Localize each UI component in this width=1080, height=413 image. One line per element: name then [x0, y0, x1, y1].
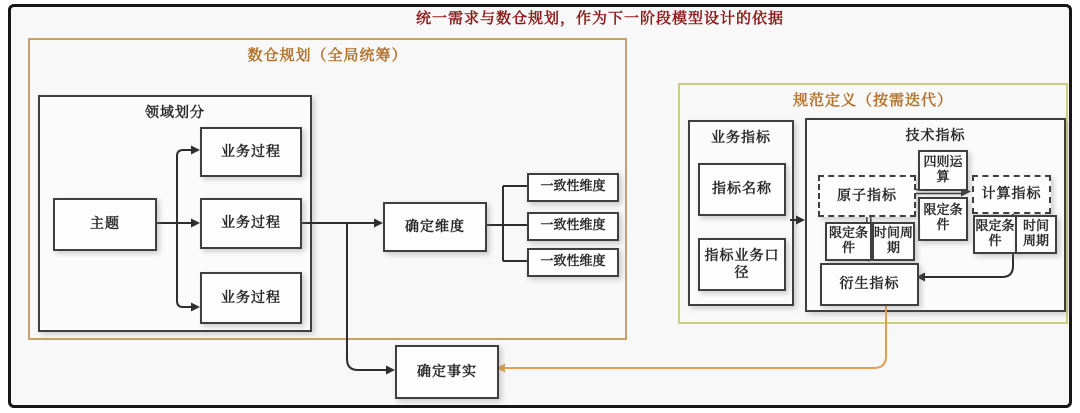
node-business-process-2: 业务过程: [200, 198, 302, 249]
node-qualifier-middle: 限定条件: [918, 197, 968, 241]
node-business-process-3: 业务过程: [200, 272, 302, 324]
diagram-title: 统一需求与数仓规划，作为下一阶段模型设计的依据: [415, 9, 784, 27]
section-warehouse-planning-title: 数仓规划（全局统筹）: [247, 46, 408, 64]
node-qualifier-left: 限定条件: [825, 222, 872, 261]
node-confirm-fact: 确定事实: [395, 345, 499, 399]
node-conformed-dimension-3: 一致性维度: [527, 248, 619, 277]
node-computed-metric: 计算指标: [972, 175, 1051, 214]
node-arithmetic-operations: 四则运算: [918, 150, 968, 191]
node-subject: 主题: [53, 198, 157, 251]
node-atomic-metric: 原子指标: [818, 175, 916, 217]
group-technical-metrics-title: 技术指标: [905, 128, 966, 144]
node-derived-metric: 衍生指标: [820, 263, 919, 306]
node-metric-business-scope: 指标业务口径: [698, 238, 786, 291]
node-conformed-dimension-2: 一致性维度: [527, 212, 619, 241]
group-business-metrics-title: 业务指标: [711, 130, 771, 146]
node-metric-name: 指标名称: [698, 163, 786, 216]
node-time-period-right: 时间周期: [1015, 215, 1057, 254]
node-qualifier-right: 限定条件: [973, 215, 1017, 254]
node-conformed-dimension-1: 一致性维度: [527, 173, 619, 202]
group-domain-division-title: 领域划分: [145, 105, 205, 121]
node-confirm-dimension: 确定维度: [383, 202, 487, 252]
section-spec-definition-title: 规范定义（按需迭代）: [792, 91, 953, 109]
node-business-process-1: 业务过程: [200, 127, 302, 177]
node-time-period-left: 时间周期: [872, 222, 915, 261]
